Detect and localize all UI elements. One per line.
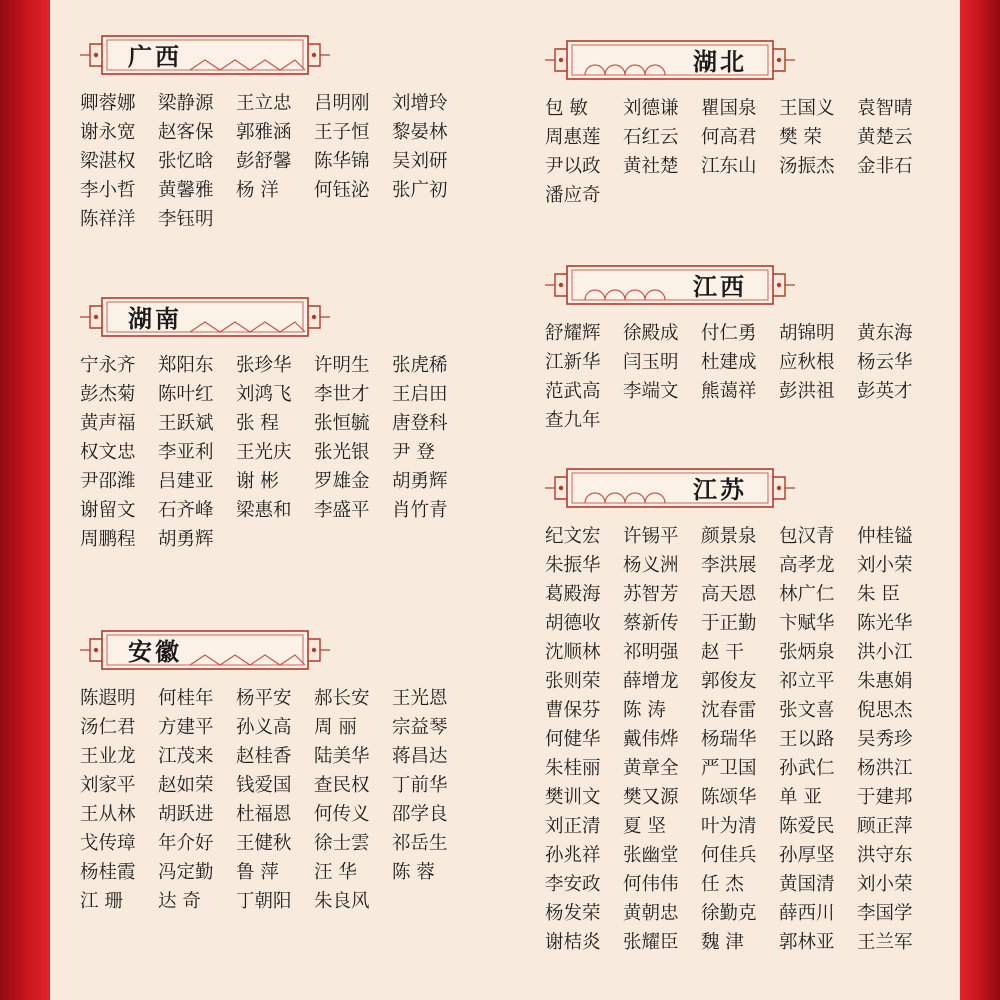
- name-entry: 郭林亚: [779, 932, 835, 953]
- name-list: [545, 322, 935, 433]
- name-list: [545, 525, 935, 955]
- section-jiangsu: [545, 463, 935, 955]
- name-entry: 付仁勇: [701, 323, 757, 344]
- name-entry: 苏智芳: [623, 584, 679, 605]
- name-entry: 黄声福: [80, 413, 136, 434]
- name-list: [80, 92, 470, 232]
- section-hubei: [545, 35, 935, 208]
- name-entry: 舒耀辉: [545, 323, 601, 344]
- name-entry: 赵客保: [158, 122, 214, 143]
- name-entry: 彭舒馨: [236, 151, 292, 172]
- name-entry: 闫玉明: [623, 352, 679, 373]
- name-entry: 查民权: [314, 775, 370, 796]
- name-list: [80, 687, 470, 914]
- banner-frame-ornament: [80, 625, 330, 675]
- name-entry: 彭洪祖: [779, 381, 835, 402]
- name-entry: 许锡平: [623, 526, 679, 547]
- name-entry: 孙兆祥: [545, 845, 601, 866]
- name-entry: 刘增玲: [392, 93, 448, 114]
- name-entry: 胡勇辉: [392, 471, 448, 492]
- name-entry: 彭杰菊: [80, 384, 136, 405]
- name-entry: 孙义高: [236, 717, 292, 738]
- name-entry: 李世才: [314, 384, 370, 405]
- section-jiangxi: [545, 260, 935, 433]
- name-entry: 林广仁: [779, 584, 835, 605]
- name-entry: 尹以政: [545, 156, 601, 177]
- name-entry: 肖竹青: [392, 500, 448, 521]
- banner-frame-ornament: [80, 30, 330, 80]
- name-entry: 杨云华: [857, 352, 913, 373]
- section-banner: [80, 292, 330, 342]
- name-entry: 赵 干: [701, 642, 744, 663]
- name-entry: 樊训文: [545, 787, 601, 808]
- name-entry: 许明生: [314, 355, 370, 376]
- name-entry: 熊蔼祥: [701, 381, 757, 402]
- name-entry: 王子恒: [314, 122, 370, 143]
- section-title: 湖南: [128, 305, 182, 333]
- name-entry: 洪小江: [857, 642, 913, 663]
- name-entry: 于正勤: [701, 613, 757, 634]
- name-entry: 杨平安: [236, 688, 292, 709]
- section-hunan: [80, 292, 470, 552]
- name-entry: 石红云: [623, 127, 679, 148]
- name-entry: 卞赋华: [779, 613, 835, 634]
- name-entry: 夏 坚: [623, 816, 666, 837]
- name-entry: 张耀臣: [623, 932, 679, 953]
- name-entry: 高天恩: [701, 584, 757, 605]
- name-entry: 李国学: [857, 903, 913, 924]
- banner-frame-ornament: [80, 292, 330, 342]
- section-banner: [545, 35, 795, 85]
- section-banner: [80, 625, 330, 675]
- name-entry: 王跃斌: [158, 413, 214, 434]
- name-entry: 沈春雷: [701, 700, 757, 721]
- name-entry: 黄馨雅: [158, 180, 214, 201]
- name-entry: 樊又源: [623, 787, 679, 808]
- name-entry: 鲁 萍: [236, 862, 279, 883]
- name-entry: 江 珊: [80, 891, 123, 912]
- name-entry: 张珍华: [236, 355, 292, 376]
- name-entry: 王光庆: [236, 442, 292, 463]
- name-entry: 郭雅涵: [236, 122, 292, 143]
- name-entry: 陈光华: [857, 613, 913, 634]
- name-entry: 徐勤克: [701, 903, 757, 924]
- name-entry: 于建邦: [857, 787, 913, 808]
- name-entry: 卿蓉娜: [80, 93, 136, 114]
- banner-frame-ornament: [545, 35, 795, 85]
- section-title: 江苏: [693, 476, 747, 504]
- name-entry: 金非石: [857, 156, 913, 177]
- name-entry: 严卫国: [701, 758, 757, 779]
- banner-frame-ornament: [545, 463, 795, 513]
- name-entry: 谢 彬: [236, 471, 279, 492]
- name-entry: 江新华: [545, 352, 601, 373]
- name-entry: 宁永齐: [80, 355, 136, 376]
- name-entry: 刘德谦: [623, 98, 679, 119]
- name-entry: 周惠莲: [545, 127, 601, 148]
- name-entry: 张文喜: [779, 700, 835, 721]
- name-entry: 张忆晗: [158, 151, 214, 172]
- name-entry: 王兰军: [857, 932, 913, 953]
- name-entry: 包汉青: [779, 526, 835, 547]
- name-entry: 樊 荣: [779, 127, 822, 148]
- section-title: 安徽: [128, 638, 182, 666]
- name-entry: 祁立平: [779, 671, 835, 692]
- name-entry: 吕建亚: [158, 471, 214, 492]
- name-entry: 张则荣: [545, 671, 601, 692]
- name-entry: 王启田: [392, 384, 448, 405]
- name-entry: 王业龙: [80, 746, 136, 767]
- name-entry: 李安政: [545, 874, 601, 895]
- name-entry: 陈爱民: [779, 816, 835, 837]
- name-entry: 方建平: [158, 717, 214, 738]
- name-entry: 汪 华: [314, 862, 357, 883]
- name-entry: 戴伟烨: [623, 729, 679, 750]
- name-entry: 杨义洲: [623, 555, 679, 576]
- banner-frame-ornament: [545, 260, 795, 310]
- name-entry: 王光恩: [392, 688, 448, 709]
- name-entry: 陆美华: [314, 746, 370, 767]
- name-entry: 江东山: [701, 156, 757, 177]
- name-entry: 杨洪江: [857, 758, 913, 779]
- name-entry: 李洪展: [701, 555, 757, 576]
- section-banner: [80, 30, 330, 80]
- name-entry: 张炳泉: [779, 642, 835, 663]
- name-entry: 葛殿海: [545, 584, 601, 605]
- section-banner: [545, 463, 795, 513]
- name-entry: 周鹏程: [80, 529, 136, 550]
- name-entry: 何高君: [701, 127, 757, 148]
- name-entry: 王国义: [779, 98, 835, 119]
- name-entry: 倪思杰: [857, 700, 913, 721]
- name-entry: 孙厚坚: [779, 845, 835, 866]
- name-entry: 胡锦明: [779, 323, 835, 344]
- name-entry: 张幽堂: [623, 845, 679, 866]
- name-entry: 高孝龙: [779, 555, 835, 576]
- name-entry: 杜建成: [701, 352, 757, 373]
- section-banner: [545, 260, 795, 310]
- name-list: [545, 97, 935, 208]
- name-entry: 杨发荣: [545, 903, 601, 924]
- name-entry: 查九年: [545, 410, 601, 431]
- name-entry: 吴秀珍: [857, 729, 913, 750]
- name-entry: 何钰泌: [314, 180, 370, 201]
- name-entry: 彭英才: [857, 381, 913, 402]
- name-entry: 江茂来: [158, 746, 214, 767]
- name-entry: 宗益琴: [392, 717, 448, 738]
- name-entry: 蔡新传: [623, 613, 679, 634]
- name-entry: 魏 津: [701, 932, 744, 953]
- name-entry: 尹 登: [392, 442, 435, 463]
- red-border-right: [960, 0, 1000, 1000]
- name-entry: 黄东海: [857, 323, 913, 344]
- name-entry: 梁惠和: [236, 500, 292, 521]
- name-entry: 李亚利: [158, 442, 214, 463]
- section-title: 江西: [693, 273, 747, 301]
- name-entry: 杨 洋: [236, 180, 279, 201]
- name-entry: 梁静源: [158, 93, 214, 114]
- name-entry: 罗雄金: [314, 471, 370, 492]
- name-entry: 谢留文: [80, 500, 136, 521]
- name-entry: 张恒毓: [314, 413, 370, 434]
- name-entry: 瞿国泉: [701, 98, 757, 119]
- name-entry: 黄朝忠: [623, 903, 679, 924]
- name-entry: 应秋根: [779, 352, 835, 373]
- name-entry: 何桂年: [158, 688, 214, 709]
- section-guangxi: [80, 30, 470, 232]
- name-entry: 陈祥洋: [80, 209, 136, 230]
- name-entry: 权文忠: [80, 442, 136, 463]
- name-entry: 洪守东: [857, 845, 913, 866]
- name-entry: 年介好: [158, 833, 214, 854]
- red-border-left: [0, 0, 50, 1000]
- name-entry: 尹邵潍: [80, 471, 136, 492]
- name-entry: 丁朝阳: [236, 891, 292, 912]
- name-entry: 汤振杰: [779, 156, 835, 177]
- name-entry: 朱 臣: [857, 584, 900, 605]
- name-entry: 张广初: [392, 180, 448, 201]
- name-entry: 仲桂镒: [857, 526, 913, 547]
- name-entry: 薛西川: [779, 903, 835, 924]
- name-entry: 陈 蓉: [392, 862, 435, 883]
- name-entry: 王立忠: [236, 93, 292, 114]
- name-entry: 王以路: [779, 729, 835, 750]
- name-entry: 戈传璋: [80, 833, 136, 854]
- name-entry: 唐登科: [392, 413, 448, 434]
- name-entry: 顾正萍: [857, 816, 913, 837]
- name-entry: 薛增龙: [623, 671, 679, 692]
- name-entry: 朱振华: [545, 555, 601, 576]
- name-entry: 胡勇辉: [158, 529, 214, 550]
- name-entry: 陈 涛: [623, 700, 666, 721]
- name-list: [80, 354, 470, 552]
- name-entry: 吕明刚: [314, 93, 370, 114]
- name-entry: 祁明强: [623, 642, 679, 663]
- name-entry: 梁湛权: [80, 151, 136, 172]
- name-entry: 黎晏林: [392, 122, 448, 143]
- name-entry: 杨桂霞: [80, 862, 136, 883]
- name-entry: 何传义: [314, 804, 370, 825]
- section-title: 湖北: [693, 48, 747, 76]
- name-entry: 谢永宽: [80, 122, 136, 143]
- name-entry: 朱良风: [314, 891, 370, 912]
- name-entry: 李钰明: [158, 209, 214, 230]
- name-entry: 袁智晴: [857, 98, 913, 119]
- name-entry: 陈颂华: [701, 787, 757, 808]
- name-entry: 蒋昌达: [392, 746, 448, 767]
- name-entry: 徐殿成: [623, 323, 679, 344]
- name-entry: 包 敏: [545, 98, 588, 119]
- name-entry: 李盛平: [314, 500, 370, 521]
- name-entry: 单 亚: [779, 787, 822, 808]
- name-entry: 任 杰: [701, 874, 744, 895]
- name-entry: 何佳兵: [701, 845, 757, 866]
- name-entry: 张光银: [314, 442, 370, 463]
- name-entry: 潘应奇: [545, 185, 601, 206]
- name-entry: 赵桂香: [236, 746, 292, 767]
- name-entry: 李小哲: [80, 180, 136, 201]
- name-entry: 刘鸿飞: [236, 384, 292, 405]
- name-entry: 杜福恩: [236, 804, 292, 825]
- name-entry: 吴刘研: [392, 151, 448, 172]
- name-entry: 黄社楚: [623, 156, 679, 177]
- name-entry: 刘小荣: [857, 555, 913, 576]
- name-entry: 汤仁君: [80, 717, 136, 738]
- name-entry: 朱惠娟: [857, 671, 913, 692]
- name-entry: 纪文宏: [545, 526, 601, 547]
- name-entry: 曹保芬: [545, 700, 601, 721]
- name-entry: 张 程: [236, 413, 279, 434]
- name-entry: 丁前华: [392, 775, 448, 796]
- name-entry: 达 奇: [158, 891, 201, 912]
- name-entry: 陈遐明: [80, 688, 136, 709]
- name-entry: 孙武仁: [779, 758, 835, 779]
- name-entry: 刘小荣: [857, 874, 913, 895]
- name-entry: 刘家平: [80, 775, 136, 796]
- name-entry: 王从林: [80, 804, 136, 825]
- name-entry: 冯定勤: [158, 862, 214, 883]
- name-entry: 李端文: [623, 381, 679, 402]
- name-entry: 叶为清: [701, 816, 757, 837]
- name-entry: 陈华锦: [314, 151, 370, 172]
- name-entry: 范武高: [545, 381, 601, 402]
- name-entry: 杨瑞华: [701, 729, 757, 750]
- name-entry: 黄楚云: [857, 127, 913, 148]
- name-entry: 沈顺林: [545, 642, 601, 663]
- name-entry: 周 丽: [314, 717, 357, 738]
- name-entry: 颜景泉: [701, 526, 757, 547]
- name-entry: 祁岳生: [392, 833, 448, 854]
- name-entry: 郭俊友: [701, 671, 757, 692]
- name-entry: 黄章全: [623, 758, 679, 779]
- name-entry: 钱爱国: [236, 775, 292, 796]
- name-entry: 郝长安: [314, 688, 370, 709]
- name-entry: 郑阳东: [158, 355, 214, 376]
- section-title: 广西: [128, 43, 182, 71]
- name-entry: 谢桔炎: [545, 932, 601, 953]
- name-entry: 朱桂丽: [545, 758, 601, 779]
- name-entry: 陈叶红: [158, 384, 214, 405]
- section-anhui: [80, 625, 470, 914]
- name-entry: 王健秋: [236, 833, 292, 854]
- name-entry: 邵学良: [392, 804, 448, 825]
- name-entry: 黄国清: [779, 874, 835, 895]
- name-entry: 胡德收: [545, 613, 601, 634]
- name-entry: 赵如荣: [158, 775, 214, 796]
- name-entry: 刘正清: [545, 816, 601, 837]
- name-entry: 张虎稀: [392, 355, 448, 376]
- name-entry: 何伟伟: [623, 874, 679, 895]
- name-entry: 徐士雲: [314, 833, 370, 854]
- name-entry: 何健华: [545, 729, 601, 750]
- name-entry: 胡跃进: [158, 804, 214, 825]
- name-entry: 石齐峰: [158, 500, 214, 521]
